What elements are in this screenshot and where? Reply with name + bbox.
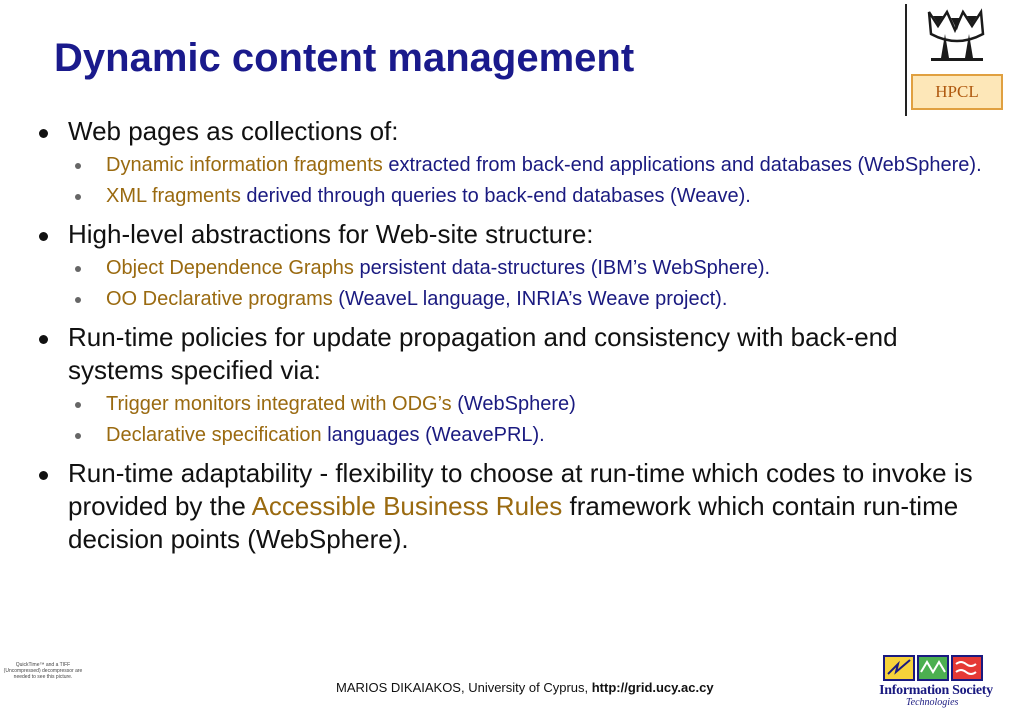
bullet-2: High-level abstractions for Web-site structure:	[34, 218, 994, 251]
ist-logo-text: Information Society	[879, 683, 993, 698]
hpcl-logo	[911, 4, 1001, 110]
sub-bullet-highlight: OO Declarative programs	[106, 288, 333, 310]
sub-bullet-highlight: Dynamic information fragments	[106, 154, 383, 176]
bullet-4	[34, 457, 994, 556]
sub-bullet-3-2	[34, 422, 994, 449]
footer-author: MARIOS DIKAIAKOS, University of Cyprus,	[336, 680, 592, 695]
bullet-text: Run-time adaptability - flexibility to choose at run-time which codes to invoke is provided by the	[68, 458, 973, 521]
slide-body	[34, 107, 994, 558]
sub-bullet-highlight: Object Dependence Graphs	[106, 257, 354, 279]
ist-logo-subtext: Technologies	[906, 697, 959, 708]
sub-bullet-highlight: Trigger monitors integrated with ODG’s	[106, 393, 452, 415]
sub-bullet-text: extracted from back-end applications and databases (WebSphere).	[382, 154, 982, 176]
footer-url[interactable]: http://grid.ucy.ac.cy	[591, 680, 714, 695]
tree-icon	[911, 4, 1001, 70]
sub-bullet-1-2	[34, 183, 994, 210]
sub-bullet-text: derived through queries to back-end databases (Weave).	[240, 185, 751, 207]
ist-icon	[866, 652, 1006, 684]
divider-line	[905, 4, 907, 116]
sub-bullet-2-2	[34, 286, 994, 313]
sub-bullet-text: (WebSphere)	[451, 393, 576, 415]
hpcl-label: HPCL	[911, 74, 1003, 110]
sub-bullet-text: (WeaveL language, INRIA’s Weave project).	[332, 288, 728, 310]
bullet-1: Web pages as collections of:	[34, 115, 994, 148]
sub-bullet-text: persistent data-structures (IBM’s WebSphere).	[353, 257, 771, 279]
bullet-3: Run-time policies for update propagation and consistency with back-end systems specified via:	[34, 321, 994, 387]
bullet-text: framework which contain run-time decision points (WebSphere).	[68, 491, 959, 554]
sub-bullet-1-1	[34, 152, 994, 179]
footer	[336, 680, 714, 695]
slide-title: Dynamic content management	[54, 36, 635, 80]
sub-bullet-2-1	[34, 255, 994, 282]
bullet-highlight: Accessible Business Rules	[251, 491, 563, 521]
sub-bullet-text: languages (WeavePRL).	[321, 424, 545, 446]
quicktime-placeholder: QuickTime™ and a TIFF (Uncompressed) decompressor are needed to see this picture.	[3, 662, 83, 680]
sub-bullet-3-1	[34, 391, 994, 418]
information-society-logo	[866, 652, 1006, 706]
sub-bullet-highlight: XML fragments	[106, 185, 241, 207]
sub-bullet-highlight: Declarative specification	[106, 424, 322, 446]
